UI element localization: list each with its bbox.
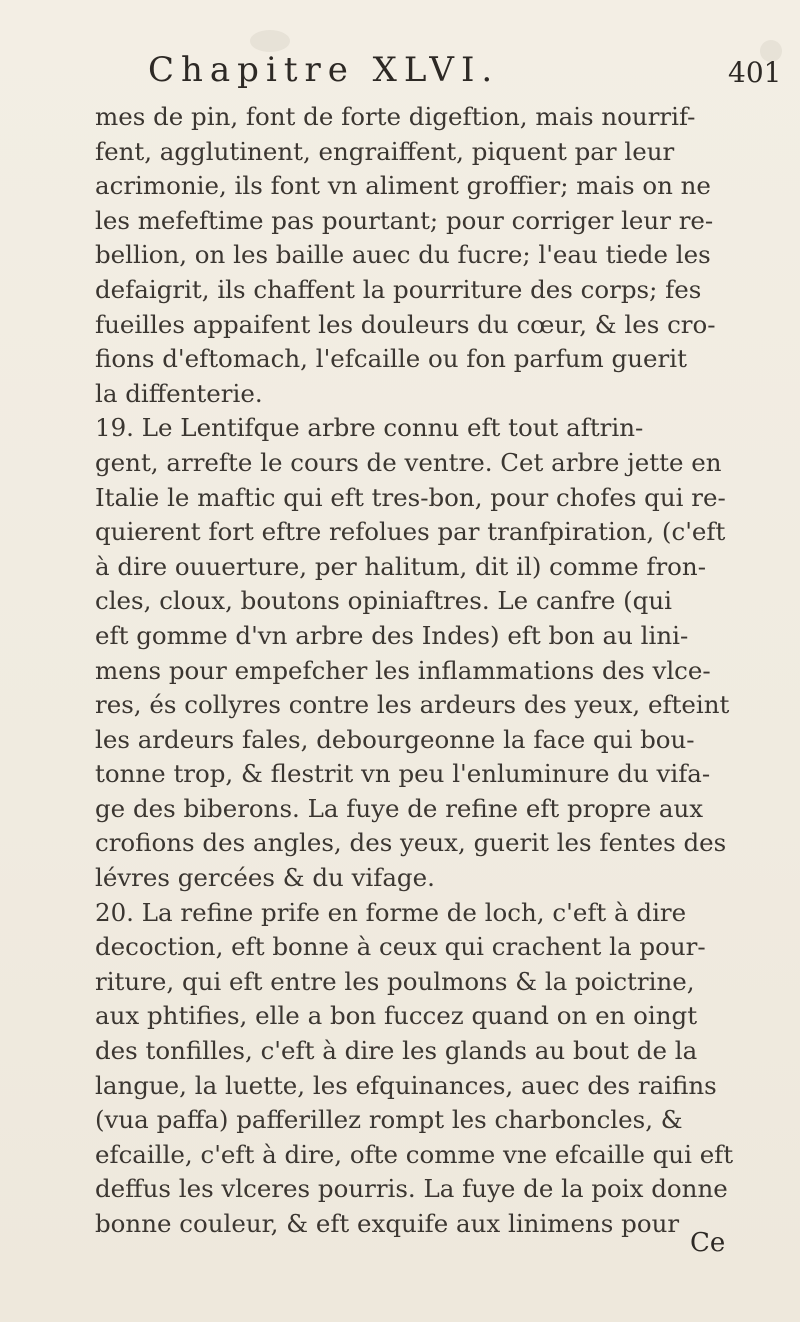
text-line: eft gomme d'vn arbre des Indes) eft bon au lini- [95, 620, 689, 650]
body-text [95, 100, 785, 1242]
text-line: les ardeurs fales, debourgeonne la face qui bou- [95, 724, 695, 754]
text-line: la diffenterie. [95, 378, 263, 408]
text-line: deffus les vlceres pourris. La fuye de la poix donne [95, 1174, 728, 1204]
text-line: fueilles appaifent les douleurs du cœur, & les cro- [95, 309, 716, 339]
text-line: cles, cloux, boutons opiniaftres. Le canfre (qui [95, 586, 672, 616]
text-line: defaigrit, ils chaffent la pourriture des corps; fes [95, 274, 702, 304]
text-line: res, és collyres contre les ardeurs des yeux, efteint [95, 690, 730, 720]
text-line: ge des biberons. La fuye de refine eft propre aux [95, 793, 704, 823]
text-line: bonne couleur, & eft exquife aux linimens pour [95, 1209, 680, 1238]
text-line: gent, arrefte le cours de ventre. Cet arbre jette en [95, 447, 722, 477]
text-line: 19. Le Lentifque arbre connu eft tout aftrin- [95, 413, 644, 443]
text-line: Italie le maftic qui eft tres-bon, pour chofes qui re- [95, 482, 726, 512]
text-line: mens pour empefcher les inflammations des vlce- [95, 655, 711, 685]
text-line: 20. La refine prife en forme de loch, c'eft à dire [95, 897, 687, 927]
text-line: des tonfilles, c'eft à dire les glands au bout de la [95, 1036, 698, 1066]
page-number: 401 [728, 56, 782, 89]
text-line: fions d'eftomach, l'efcaille ou fon parfum guerit [95, 344, 687, 374]
text-line: acrimonie, ils font vn aliment groffier; mais on ne [95, 171, 711, 201]
text-line: (vua paffa) pafferillez rompt les charboncles, & [95, 1105, 683, 1135]
page-header [0, 50, 800, 100]
text-line: à dire ouuerture, per halitum, dit il) comme fron- [95, 551, 706, 581]
text-line: mes de pin, font de forte digeftion, mais nourrif- [95, 102, 696, 131]
text-line: efcaille, c'eft à dire, ofte comme vne efcaille qui eft [95, 1139, 734, 1169]
text-line: tonne trop, & flestrit vn peu l'enluminure du vifa- [95, 759, 711, 789]
text-line: quierent fort eftre refolues par tranfpiration, (c'eft [95, 517, 726, 547]
text-line: fent, agglutinent, engraiffent, piquent par leur [95, 136, 675, 166]
text-line: crofions des angles, des yeux, guerit les fentes des [95, 828, 727, 858]
running-title: Chapitre XLVI. [148, 50, 500, 90]
text-line: lévres gercées & du vifage. [95, 863, 435, 893]
stain [250, 30, 290, 52]
text-line: riture, qui eft entre les poulmons & la poictrine, [95, 966, 695, 996]
text-line: bellion, on les baille auec du fucre; l'eau tiede les [95, 240, 711, 270]
text-line: decoction, eft bonne à ceux qui crachent la pour- [95, 932, 706, 962]
text-line: aux phtifies, elle a bon fuccez quand on en oingt [95, 1001, 698, 1031]
catchword: Ce [690, 1228, 726, 1258]
text-line: les mefeftime pas pourtant; pour corriger leur re- [95, 205, 714, 235]
text-line: langue, la luette, les efquinances, auec des raifins [95, 1070, 717, 1100]
